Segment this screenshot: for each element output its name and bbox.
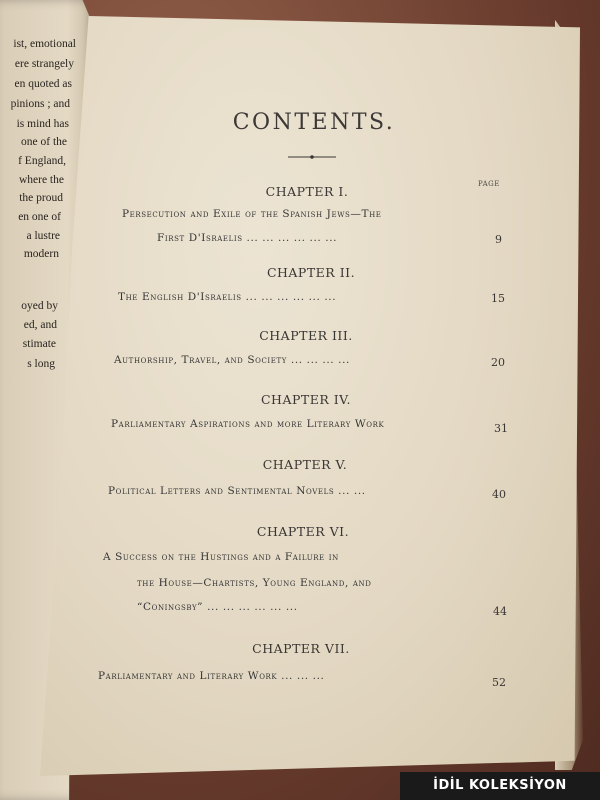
chapter-entry-line: the House—Chartists, Young England, and [137, 577, 372, 589]
chapter-entry-line: Political Letters and Sentimental Novels ... ... [108, 485, 366, 497]
left-line: en quoted as [14, 78, 72, 90]
chapter-entry-line: The English D'Israelis ... ... ... ... ... ... [118, 291, 337, 303]
left-line: the proud [19, 192, 63, 204]
left-line: pinions ; and [10, 98, 70, 110]
page-title: CONTENTS. [232, 110, 396, 135]
chapter-page-number: 44 [493, 605, 507, 618]
page-column-heading: PAGE [478, 180, 500, 188]
left-line: s long [27, 358, 55, 370]
chapter-entry-line: A Success on the Hustings and a Failure in [103, 551, 339, 563]
chapter-page-number: 20 [491, 356, 505, 369]
chapter-entry-line: Persecution and Exile of the Spanish Jews—The [122, 208, 382, 220]
chapter-entry-line: Authorship, Travel, and Society ... ... ... ... [114, 354, 350, 366]
chapter-heading: CHAPTER V. [262, 457, 348, 472]
chapter-heading: CHAPTER I. [265, 184, 349, 199]
chapter-heading: CHAPTER IV. [260, 392, 351, 407]
left-line: is mind has [16, 118, 69, 130]
chapter-entry-line: Parliamentary Aspirations and more Literary Work [111, 418, 385, 430]
ornament-rule [288, 155, 336, 159]
chapter-heading: CHAPTER VII. [252, 641, 350, 656]
watermark-label: İDİL KOLEKSİYON [400, 772, 600, 800]
left-line: stimate [22, 338, 56, 350]
chapter-page-number: 15 [491, 292, 505, 305]
chapter-entry-line: First D'Israelis ... ... ... ... ... ... [157, 232, 338, 244]
chapter-heading: CHAPTER II. [266, 265, 356, 280]
chapter-entry-line: “Coningsby” ... ... ... ... ... ... [137, 601, 298, 613]
chapter-heading: CHAPTER III. [259, 328, 353, 343]
left-line: ed, and [23, 319, 57, 331]
left-line: a lustre [26, 230, 60, 242]
left-line: modern [23, 248, 59, 260]
chapter-heading: CHAPTER VI. [256, 524, 350, 539]
left-line: ist, emotional [13, 38, 76, 50]
chapter-page-number: 40 [492, 488, 506, 501]
left-line: en one of [18, 211, 61, 223]
left-line: where the [18, 174, 64, 186]
chapter-page-number: 9 [495, 233, 502, 246]
left-line: f England, [18, 155, 66, 167]
left-line: ere strangely [14, 58, 74, 70]
left-line: one of the [21, 136, 67, 148]
left-line: oyed by [21, 300, 58, 312]
chapter-page-number: 52 [492, 676, 506, 689]
chapter-entry-line: Parliamentary and Literary Work ... ... ... [98, 670, 325, 682]
chapter-page-number: 31 [494, 422, 508, 435]
